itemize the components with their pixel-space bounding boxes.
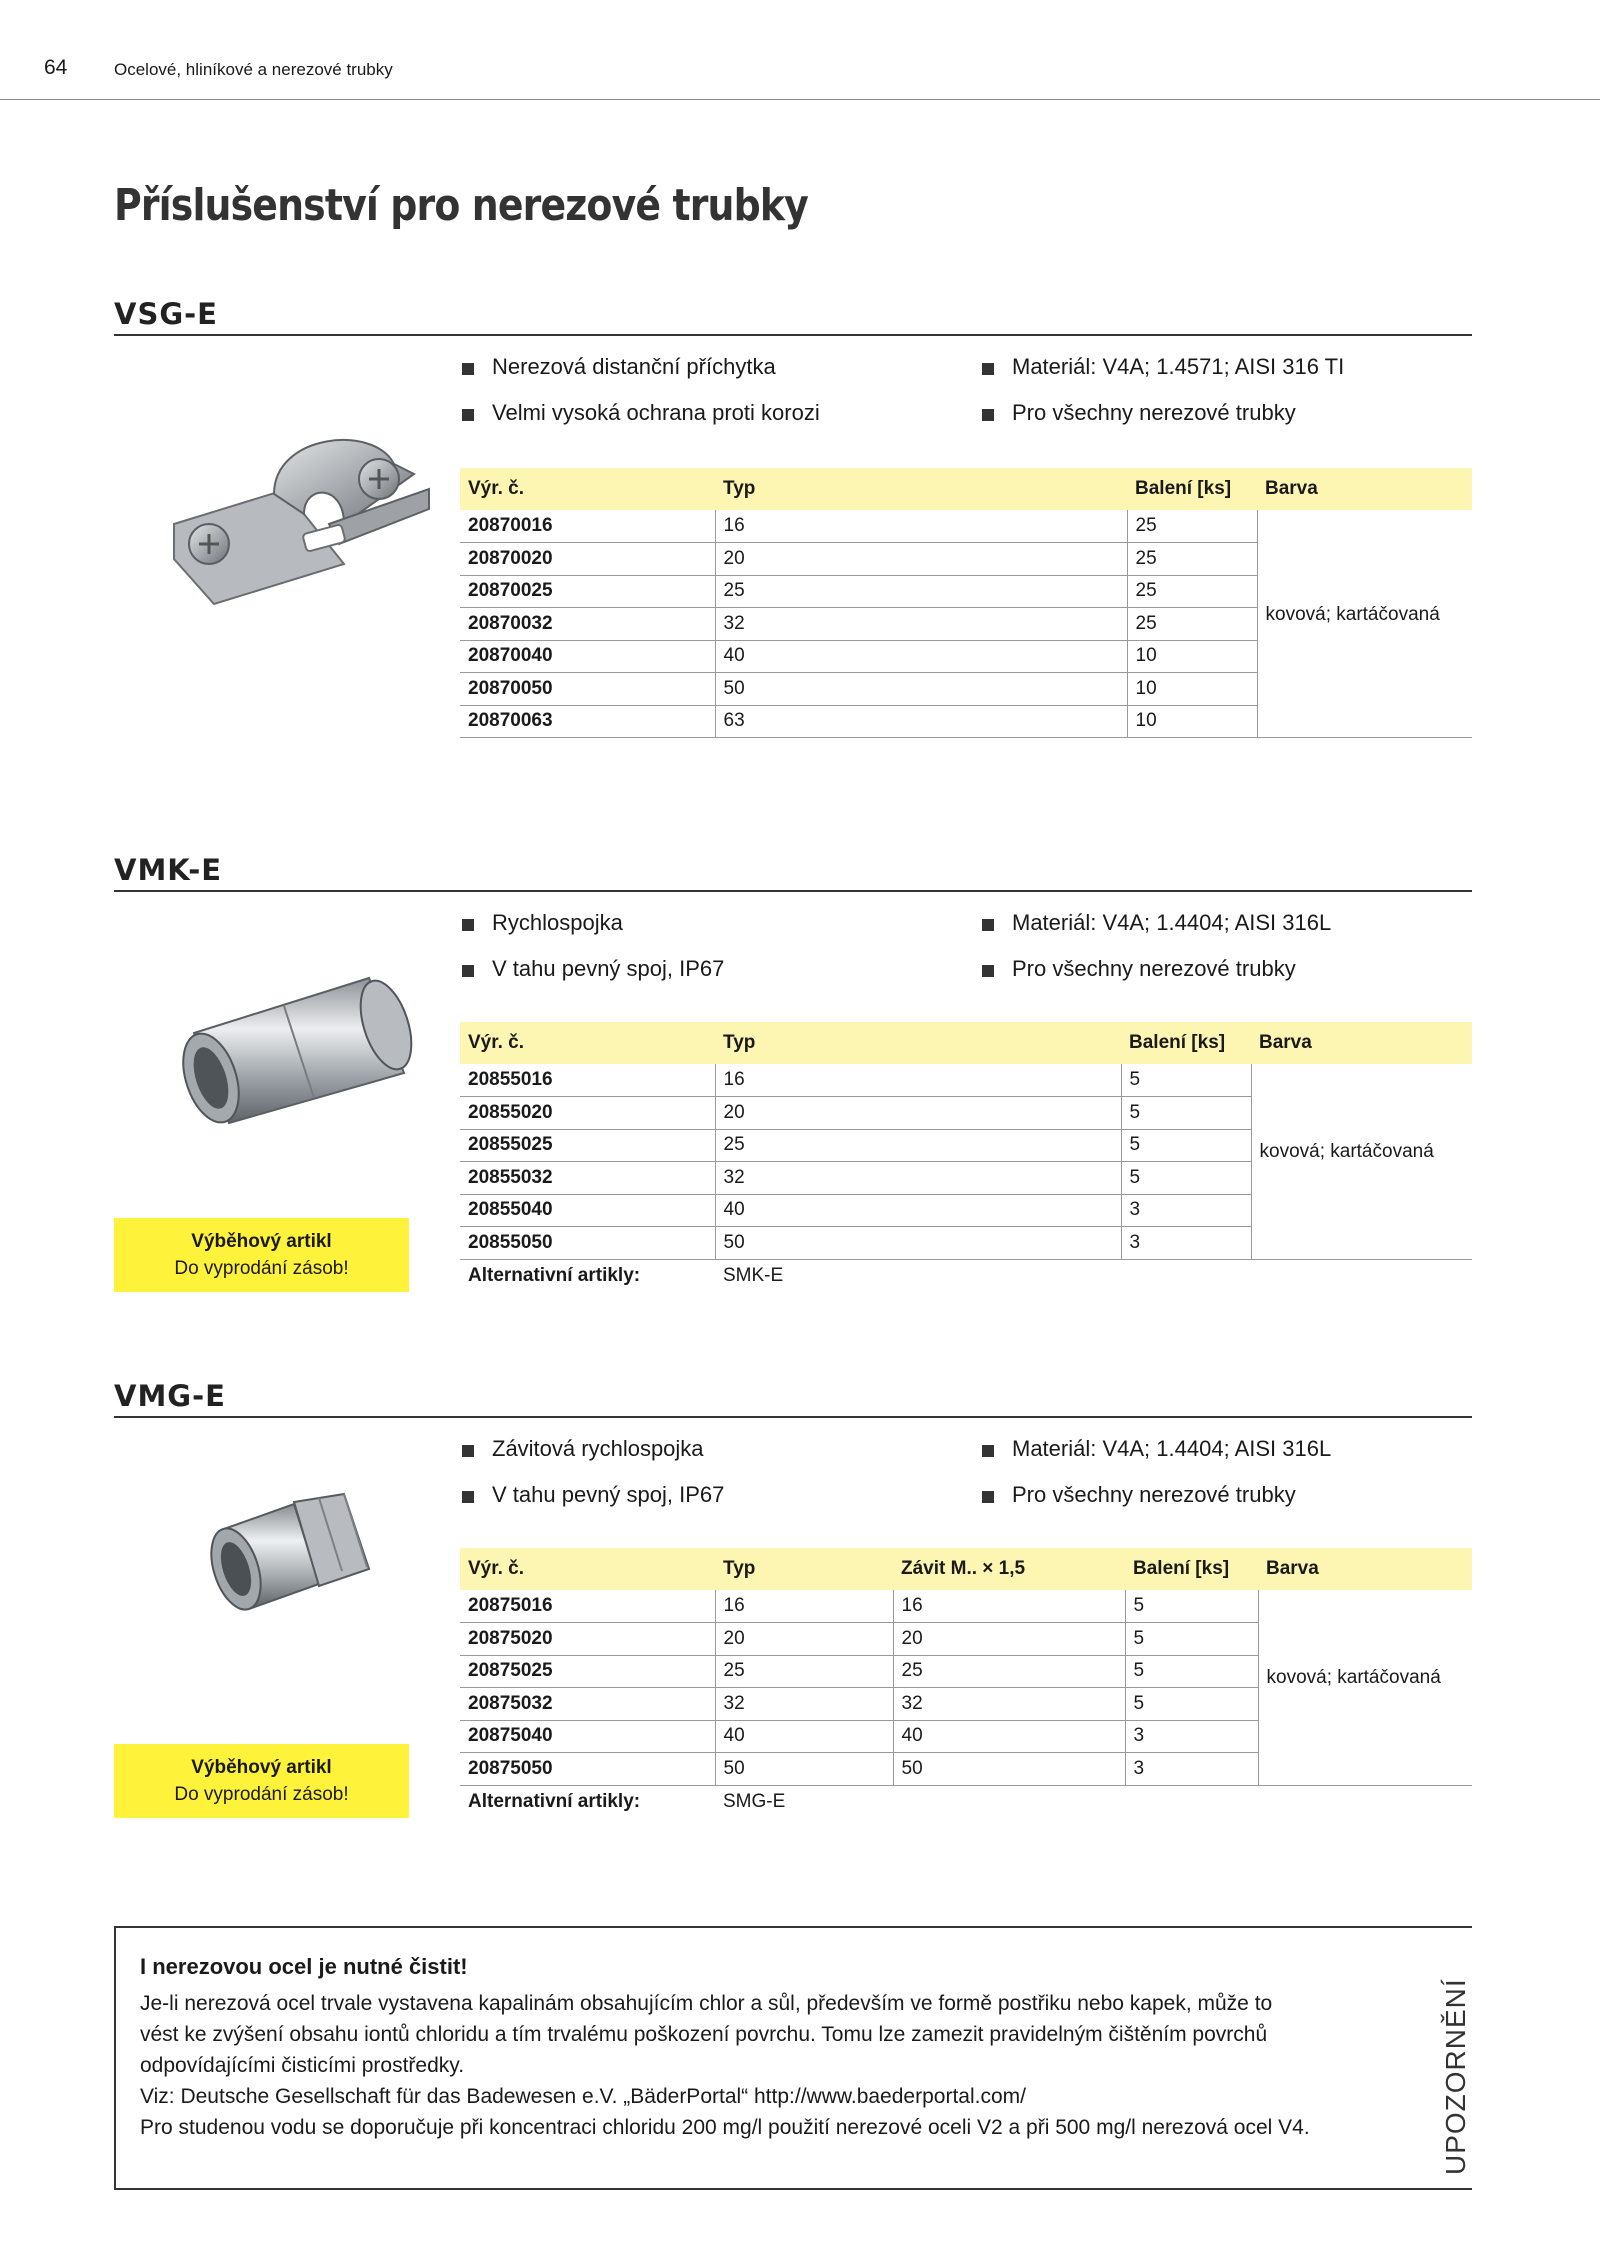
package-cell: 5	[1121, 1097, 1251, 1130]
feature-item: Materiál: V4A; 1.4404; AISI 316L	[982, 1436, 1331, 1462]
package-cell: 10	[1127, 673, 1257, 706]
thread-cell: 25	[893, 1655, 1125, 1688]
thread-cell: 16	[893, 1590, 1125, 1623]
article-number: 20870050	[460, 673, 715, 706]
quick-coupling-icon	[154, 958, 444, 1133]
type-cell: 16	[715, 510, 1127, 543]
article-number: 20870020	[460, 543, 715, 576]
color-cell: kovová; kartáčovaná	[1258, 1590, 1472, 1785]
notice-line: Viz: Deutsche Gesellschaft für das Badewesen e.V. „BäderPortal“ http://www.baederportal.com/	[140, 2085, 1026, 2108]
alternative-label: Alternativní artikly:	[468, 1264, 641, 1286]
alternative-value: SMK-E	[723, 1264, 784, 1286]
article-number: 20870040	[460, 640, 715, 673]
column-header: Výr. č.	[460, 1022, 715, 1064]
package-cell: 25	[1127, 575, 1257, 608]
notice-divider	[1450, 2188, 1472, 2190]
package-cell: 25	[1127, 510, 1257, 543]
article-number: 20875016	[460, 1590, 715, 1623]
feature-item: Závitová rychlospojka	[462, 1436, 704, 1462]
feature-item: Velmi vysoká ochrana proti korozi	[462, 400, 820, 426]
article-number: 20870025	[460, 575, 715, 608]
package-cell: 5	[1125, 1623, 1258, 1656]
column-header: Barva	[1258, 1548, 1472, 1590]
type-cell: 20	[715, 543, 1127, 576]
thread-cell: 32	[893, 1688, 1125, 1721]
color-cell: kovová; kartáčovaná	[1257, 510, 1472, 738]
type-cell: 32	[715, 1162, 1121, 1195]
type-cell: 50	[715, 1227, 1121, 1260]
package-cell: 10	[1127, 705, 1257, 738]
phaseout-badge	[114, 1744, 409, 1818]
type-cell: 40	[715, 1720, 893, 1753]
notice-line: vést ke zvýšení obsahu iontů chloridu a tím trvalému poškození povrchu. Tomu lze zamezit pravidelným čištěním povrchů	[140, 2023, 1268, 2046]
column-header: Typ	[715, 1022, 1121, 1064]
page-title: Příslušenství pro nerezové trubky	[114, 180, 808, 231]
column-header: Barva	[1251, 1022, 1472, 1064]
pipe-clamp-icon	[154, 404, 444, 619]
notice-line: Pro studenou vodu se doporučuje při koncentraci chloridu 200 mg/l použití nerezové oceli V2 a při 500 mg/l nerezová ocel V4.	[140, 2116, 1310, 2139]
type-cell: 50	[715, 673, 1127, 706]
alternative-value: SMG-E	[723, 1790, 786, 1812]
article-number: 20870063	[460, 705, 715, 738]
phaseout-text: Do vyprodání zásob!	[174, 1784, 349, 1805]
feature-item: V tahu pevný spoj, IP67	[462, 1482, 724, 1508]
article-number: 20855050	[460, 1227, 715, 1260]
phaseout-badge	[114, 1218, 409, 1292]
type-cell: 25	[715, 1129, 1121, 1162]
column-header: Balení [ks]	[1121, 1022, 1251, 1064]
package-cell: 5	[1125, 1688, 1258, 1721]
package-cell: 5	[1121, 1162, 1251, 1195]
alternative-row	[460, 1259, 1472, 1292]
package-cell: 5	[1121, 1129, 1251, 1162]
type-cell: 63	[715, 705, 1127, 738]
article-number: 20875032	[460, 1688, 715, 1721]
package-cell: 5	[1121, 1064, 1251, 1097]
package-cell: 3	[1125, 1720, 1258, 1753]
feature-item: Materiál: V4A; 1.4404; AISI 316L	[982, 910, 1331, 936]
running-title: Ocelové, hliníkové a nerezové trubky	[114, 60, 393, 79]
type-cell: 32	[715, 1688, 893, 1721]
table-row	[460, 510, 1472, 543]
article-number: 20875050	[460, 1753, 715, 1786]
article-number: 20875040	[460, 1720, 715, 1753]
package-cell: 3	[1125, 1753, 1258, 1786]
article-number: 20855032	[460, 1162, 715, 1195]
type-cell: 20	[715, 1097, 1121, 1130]
section-heading: VMG-E	[114, 1374, 1472, 1418]
feature-item: Pro všechny nerezové trubky	[982, 1482, 1296, 1508]
article-number: 20870016	[460, 510, 715, 543]
article-number: 20870032	[460, 608, 715, 641]
notice-side-label: UPOZORNĚNÍ	[1440, 1978, 1471, 2175]
type-cell: 16	[715, 1590, 893, 1623]
thread-cell: 20	[893, 1623, 1125, 1656]
notice-divider	[1450, 1926, 1472, 1928]
package-cell: 25	[1127, 543, 1257, 576]
type-cell: 32	[715, 608, 1127, 641]
section-heading: VSG-E	[114, 292, 1472, 336]
page-header	[0, 0, 1600, 100]
alternative-label: Alternativní artikly:	[468, 1790, 641, 1812]
color-cell: kovová; kartáčovaná	[1251, 1064, 1472, 1259]
section-heading: VMK-E	[114, 848, 1472, 892]
notice-line: Je-li nerezová ocel trvale vystavena kapalinám obsahujícím chlor a sůl, především ve formě postřiku nebo kapek, může to	[140, 1992, 1273, 2015]
column-header: Barva	[1257, 468, 1472, 510]
package-cell: 10	[1127, 640, 1257, 673]
feature-item: Nerezová distanční příchytka	[462, 354, 776, 380]
alternative-row	[460, 1785, 1472, 1818]
thread-cell: 50	[893, 1753, 1125, 1786]
type-cell: 40	[715, 640, 1127, 673]
column-header: Typ	[715, 1548, 893, 1590]
spec-table	[460, 1548, 1472, 1818]
package-cell: 5	[1125, 1590, 1258, 1623]
feature-item: V tahu pevný spoj, IP67	[462, 956, 724, 982]
article-number: 20855020	[460, 1097, 715, 1130]
column-header: Výr. č.	[460, 468, 715, 510]
notice-line: odpovídajícími čisticími prostředky.	[140, 2054, 465, 2077]
spec-table	[460, 1022, 1472, 1292]
type-cell: 50	[715, 1753, 893, 1786]
thread-cell: 40	[893, 1720, 1125, 1753]
package-cell: 5	[1125, 1655, 1258, 1688]
package-cell: 25	[1127, 608, 1257, 641]
feature-item: Pro všechny nerezové trubky	[982, 956, 1296, 982]
feature-item: Materiál: V4A; 1.4571; AISI 316 TI	[982, 354, 1344, 380]
article-number: 20875020	[460, 1623, 715, 1656]
column-header: Typ	[715, 468, 1127, 510]
notice-box	[114, 1926, 1450, 2190]
type-cell: 25	[715, 575, 1127, 608]
spec-table	[460, 468, 1472, 738]
package-cell: 3	[1121, 1194, 1251, 1227]
type-cell: 16	[715, 1064, 1121, 1097]
article-number: 20855040	[460, 1194, 715, 1227]
table-row	[460, 1590, 1472, 1623]
article-number: 20875025	[460, 1655, 715, 1688]
feature-item: Pro všechny nerezové trubky	[982, 400, 1296, 426]
column-header: Závit M.. × 1,5	[893, 1548, 1125, 1590]
article-number: 20855016	[460, 1064, 715, 1097]
phaseout-title: Výběhový artikl	[191, 1757, 332, 1778]
column-header: Balení [ks]	[1125, 1548, 1258, 1590]
table-row	[460, 1064, 1472, 1097]
column-header: Výr. č.	[460, 1548, 715, 1590]
threaded-coupling-icon	[184, 1474, 384, 1629]
notice-title: I nerezovou ocel je nutné čistit!	[140, 1954, 468, 1979]
page-number: 64	[44, 56, 68, 79]
feature-item: Rychlospojka	[462, 910, 623, 936]
section-vsg-e	[114, 292, 1472, 742]
type-cell: 25	[715, 1655, 893, 1688]
package-cell: 3	[1121, 1227, 1251, 1260]
column-header: Balení [ks]	[1127, 468, 1257, 510]
type-cell: 20	[715, 1623, 893, 1656]
phaseout-text: Do vyprodání zásob!	[174, 1258, 349, 1279]
phaseout-title: Výběhový artikl	[191, 1231, 332, 1252]
article-number: 20855025	[460, 1129, 715, 1162]
type-cell: 40	[715, 1194, 1121, 1227]
